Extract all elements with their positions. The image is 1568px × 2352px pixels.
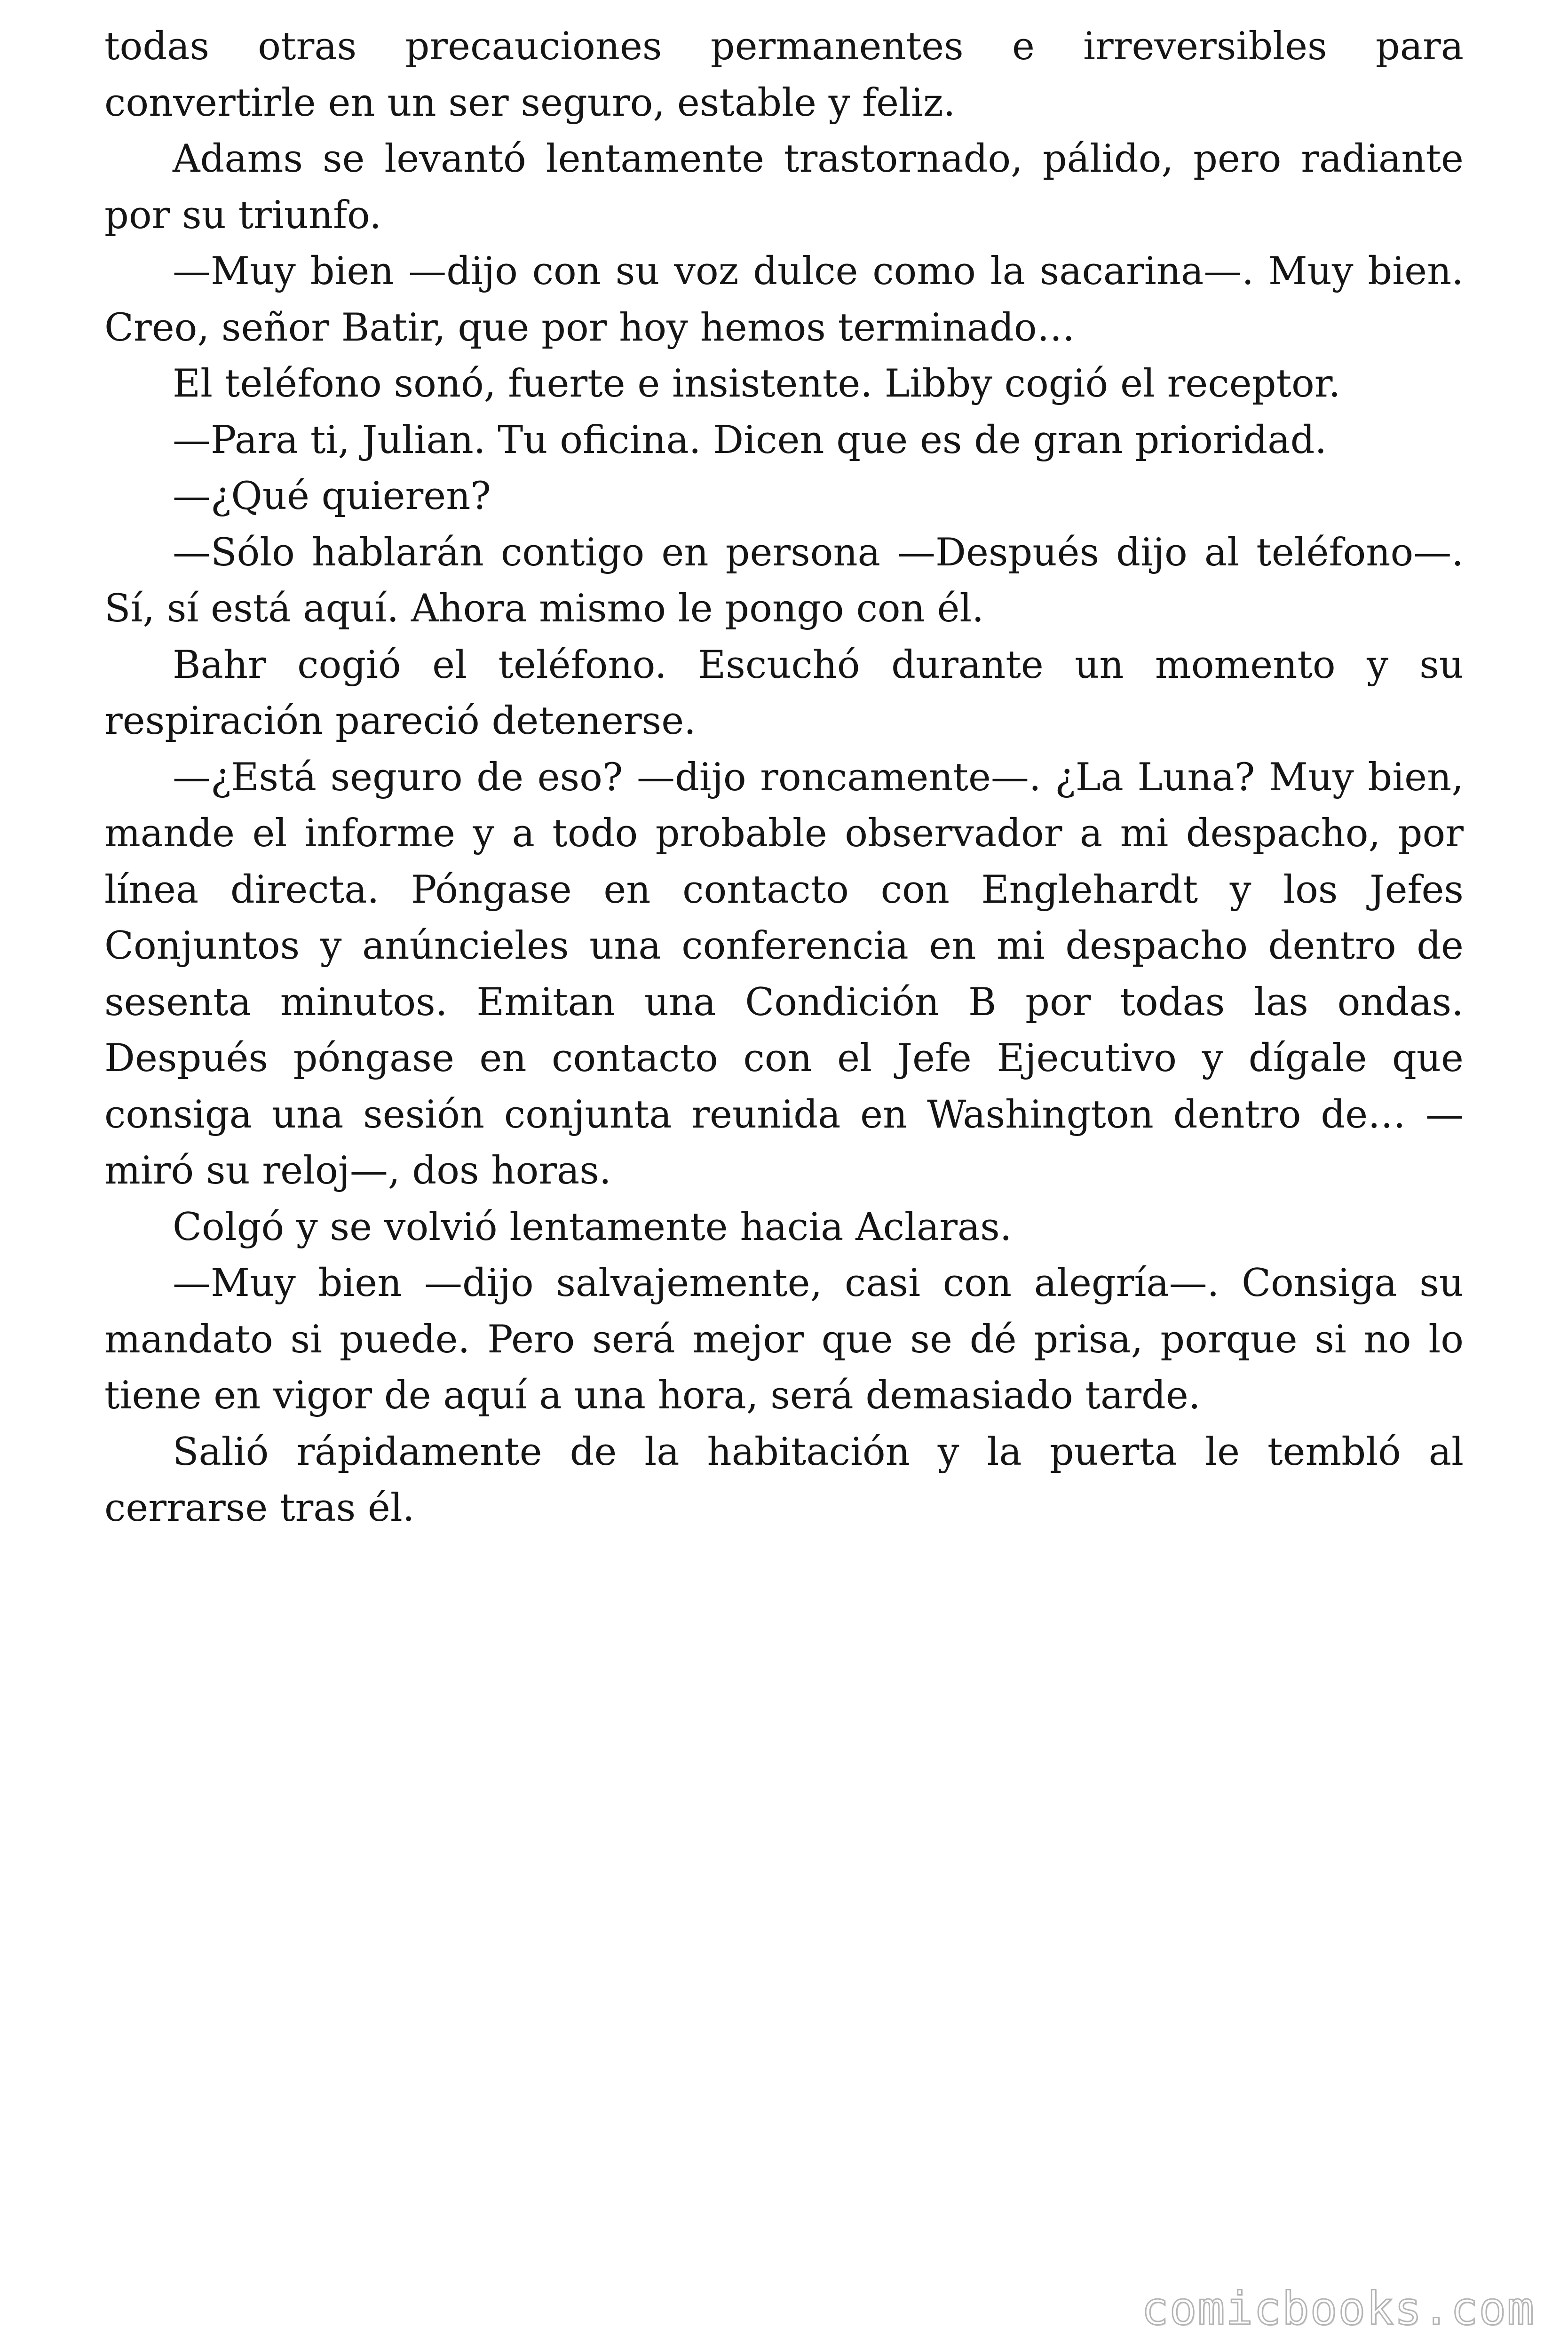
paragraph: —Muy bien —dijo con su voz dulce como la sacarina—. Muy bien. Creo, señor Batir, que por hoy hemos terminado… bbox=[104, 249, 1464, 350]
paragraph-continuation: todas otras precauciones permanentes e irreversibles para convertirle en un ser seguro, estable y feliz. bbox=[104, 24, 1464, 125]
body-text bbox=[104, 19, 1464, 1537]
paragraph: Colgó y se volvió lentamente hacia Aclaras. bbox=[173, 1205, 1012, 1249]
paragraph: —¿Qué quieren? bbox=[173, 474, 491, 518]
paragraph: Adams se levantó lentamente trastornado, pálido, pero radiante por su triunfo. bbox=[104, 137, 1464, 238]
paragraph: El teléfono sonó, fuerte e insistente. Libby cogió el receptor. bbox=[173, 362, 1341, 406]
paragraph: Salió rápidamente de la habitación y la puerta le tembló al cerrarse tras él. bbox=[104, 1430, 1464, 1530]
watermark: comicbooks.com bbox=[1141, 2282, 1535, 2335]
paragraph: —¿Está seguro de eso? —dijo roncamente—. ¿La Luna? Muy bien, mande el informe y a todo probable observador a mi despacho, por línea directa. Póngase en contacto con Englehardt y los Jefes Conjuntos y anúncieles una conferencia en mi despacho dentro de sesenta minutos. Emitan una Condición B por todas las ondas. Después póngase en contacto con el Jefe Ejecutivo y dígale que consiga una sesión conjunta reunida en Washington dentro de… —miró su reloj—, dos horas. bbox=[104, 755, 1464, 1193]
paragraph: —Sólo hablarán contigo en persona —Después dijo al teléfono—. Sí, sí está aquí. Ahora mismo le pongo con él. bbox=[104, 530, 1464, 631]
paragraph: Bahr cogió el teléfono. Escuchó durante un momento y su respiración pareció detenerse. bbox=[104, 643, 1464, 743]
paragraph: —Muy bien —dijo salvajemente, casi con alegría—. Consiga su mandato si puede. Pero será mejor que se dé prisa, porque si no lo tiene en vigor de aquí a una hora, será demasiado tarde. bbox=[104, 1261, 1464, 1418]
paragraph: —Para ti, Julian. Tu oficina. Dicen que es de gran prioridad. bbox=[173, 418, 1327, 462]
